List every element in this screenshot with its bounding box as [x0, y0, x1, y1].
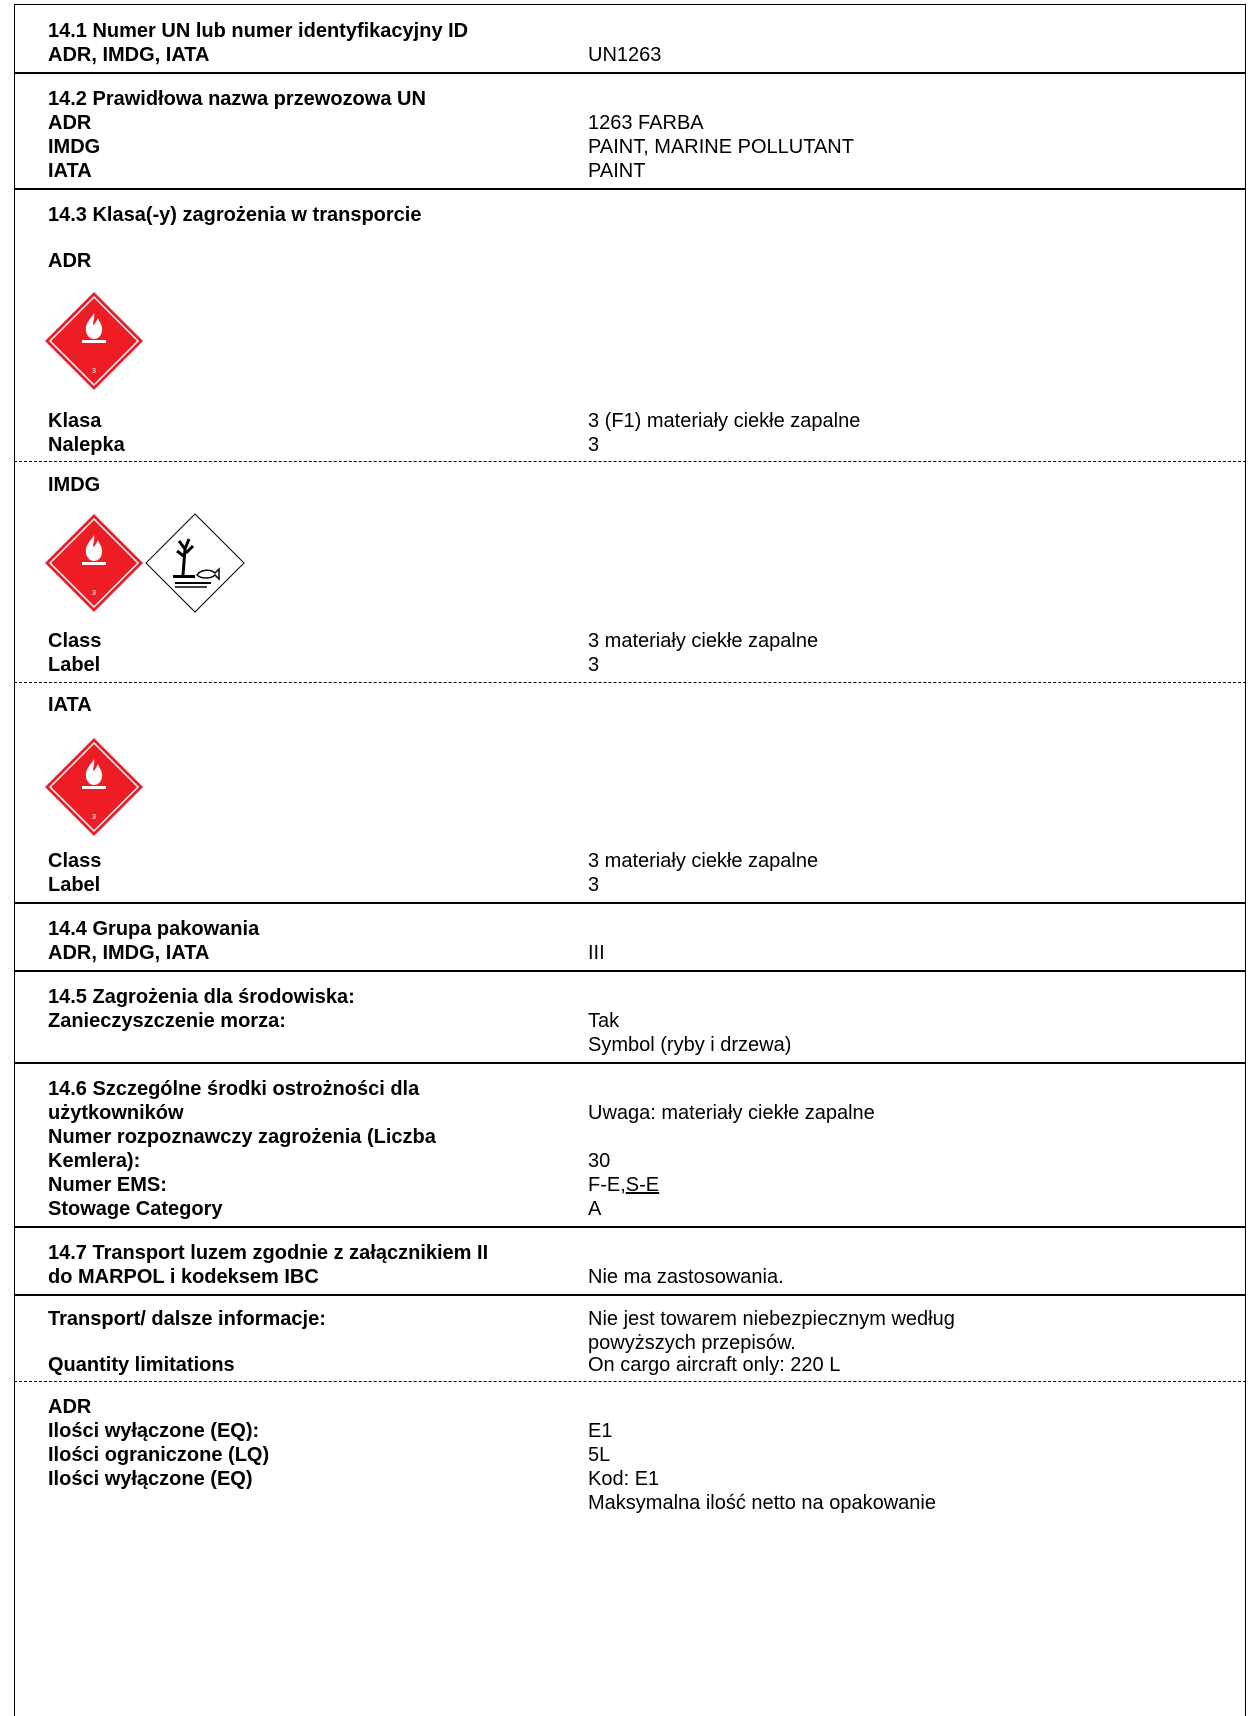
section-14-5-value: Tak — [588, 1010, 620, 1032]
section-14-2-value-imdg: PAINT, MARINE POLLUTANT — [588, 136, 854, 158]
flammable-liquid-icon — [44, 737, 144, 837]
section-14-6-ems-value: F-E,S-E — [588, 1174, 660, 1196]
section-14-2-value-adr: 1263 FARBA — [588, 112, 704, 134]
svg-text:3: 3 — [92, 814, 96, 821]
section-14-1-title: 14.1 Numer UN lub numer identyfikacyjny ID — [48, 20, 469, 42]
flammable-liquid-icon — [44, 513, 144, 613]
section-14-3-adr-label-label: Nalepka — [48, 434, 125, 456]
excepted-quantities-value: E1 — [588, 1420, 613, 1442]
section-14-3-adr-class-value: 3 (F1) materiały ciekłe zapalne — [588, 410, 861, 432]
section-14-6-stowage-value: A — [588, 1198, 602, 1220]
excepted-quantities-code-value: Kod: E1 — [588, 1468, 660, 1490]
flammable-liquid-icon — [44, 291, 144, 391]
section-14-3-imdg-class-value: 3 materiały ciekłe zapalne — [588, 630, 819, 652]
quantity-limitations-value: On cargo aircraft only: 220 L — [588, 1354, 841, 1376]
section-14-6-kemler-label-cont: Kemlera): — [48, 1150, 141, 1172]
section-14-6-users-value: Uwaga: materiały ciekłe zapalne — [588, 1102, 875, 1124]
further-info-label: Transport/ dalsze informacje: — [48, 1308, 326, 1330]
section-14-3-adr-label-value: 3 — [588, 434, 600, 456]
divider — [14, 1226, 1246, 1228]
section-14-7-value: Nie ma zastosowania. — [588, 1266, 784, 1288]
further-info-value-cont: powyższych przepisów. — [588, 1332, 796, 1354]
section-14-3-iata-class-value: 3 materiały ciekłe zapalne — [588, 850, 819, 872]
section-14-6-stowage-label: Stowage Category — [48, 1198, 223, 1220]
divider — [14, 970, 1246, 972]
dashed-divider — [14, 1381, 1246, 1382]
section-14-2-label-adr: ADR — [48, 112, 92, 134]
section-14-3-adr-class-label: Klasa — [48, 410, 102, 432]
section-14-3-imdg-label-value: 3 — [588, 654, 600, 676]
section-14-3-iata-class-label: Class — [48, 850, 102, 872]
divider — [14, 1294, 1246, 1296]
section-14-1-value: UN1263 — [588, 44, 662, 66]
section-14-7-title: 14.7 Transport luzem zgodnie z załącznikiem II — [48, 1242, 489, 1264]
section-14-6-kemler-label: Numer rozpoznawczy zagrożenia (Liczba — [48, 1126, 436, 1148]
divider — [14, 1062, 1246, 1064]
limited-quantities-value: 5L — [588, 1444, 611, 1466]
quantity-limitations-label: Quantity limitations — [48, 1354, 235, 1376]
section-14-4-title: 14.4 Grupa pakowania — [48, 918, 260, 940]
section-14-2-label-iata: IATA — [48, 160, 92, 182]
section-14-2-value-iata: PAINT — [588, 160, 646, 182]
section-14-5-value-symbol: Symbol (ryby i drzewa) — [588, 1034, 792, 1056]
section-14-3-iata-label-label: Label — [48, 874, 101, 896]
section-14-2-label-imdg: IMDG — [48, 136, 101, 158]
excepted-quantities-label: Ilości wyłączone (EQ): — [48, 1420, 260, 1442]
section-14-6-title: 14.6 Szczególne środki ostrożności dla — [48, 1078, 420, 1100]
section-14-1-label: ADR, IMDG, IATA — [48, 44, 210, 66]
section-14-5-title: 14.5 Zagrożenia dla środowiska: — [48, 986, 355, 1008]
divider — [14, 72, 1246, 74]
section-14-5-label: Zanieczyszczenie morza: — [48, 1010, 286, 1032]
environmental-hazard-icon — [145, 513, 245, 613]
adr-quantities-heading: ADR — [48, 1396, 92, 1418]
section-14-3-imdg-class-label: Class — [48, 630, 102, 652]
max-net-quantity-text: Maksymalna ilość netto na opakowanie — [588, 1492, 936, 1514]
excepted-quantities-code-label: Ilości wyłączone (EQ) — [48, 1468, 253, 1490]
section-14-3-iata-heading: IATA — [48, 694, 92, 716]
section-14-3-iata-label-value: 3 — [588, 874, 600, 896]
section-14-4-label: ADR, IMDG, IATA — [48, 942, 210, 964]
svg-text:3: 3 — [92, 368, 96, 375]
section-14-2-title: 14.2 Prawidłowa nazwa przewozowa UN — [48, 88, 426, 110]
section-14-4-value: III — [588, 942, 605, 964]
svg-text:3: 3 — [92, 590, 96, 597]
section-14-3-imdg-heading: IMDG — [48, 474, 101, 496]
section-14-6-kemler-value: 30 — [588, 1150, 611, 1172]
section-14-6-ems-label: Numer EMS: — [48, 1174, 167, 1196]
section-14-3-title: 14.3 Klasa(-y) zagrożenia w transporcie — [48, 204, 422, 226]
section-14-7-title-cont: do MARPOL i kodeksem IBC — [48, 1266, 319, 1288]
dashed-divider — [14, 682, 1246, 683]
section-14-3-imdg-label-label: Label — [48, 654, 101, 676]
divider — [14, 188, 1246, 190]
dashed-divider — [14, 461, 1246, 462]
section-14-3-adr-heading: ADR — [48, 250, 92, 272]
further-info-value: Nie jest towarem niebezpiecznym według — [588, 1308, 955, 1330]
limited-quantities-label: Ilości ograniczone (LQ) — [48, 1444, 270, 1466]
divider — [14, 902, 1246, 904]
section-14-6-title-cont: użytkowników — [48, 1102, 184, 1124]
